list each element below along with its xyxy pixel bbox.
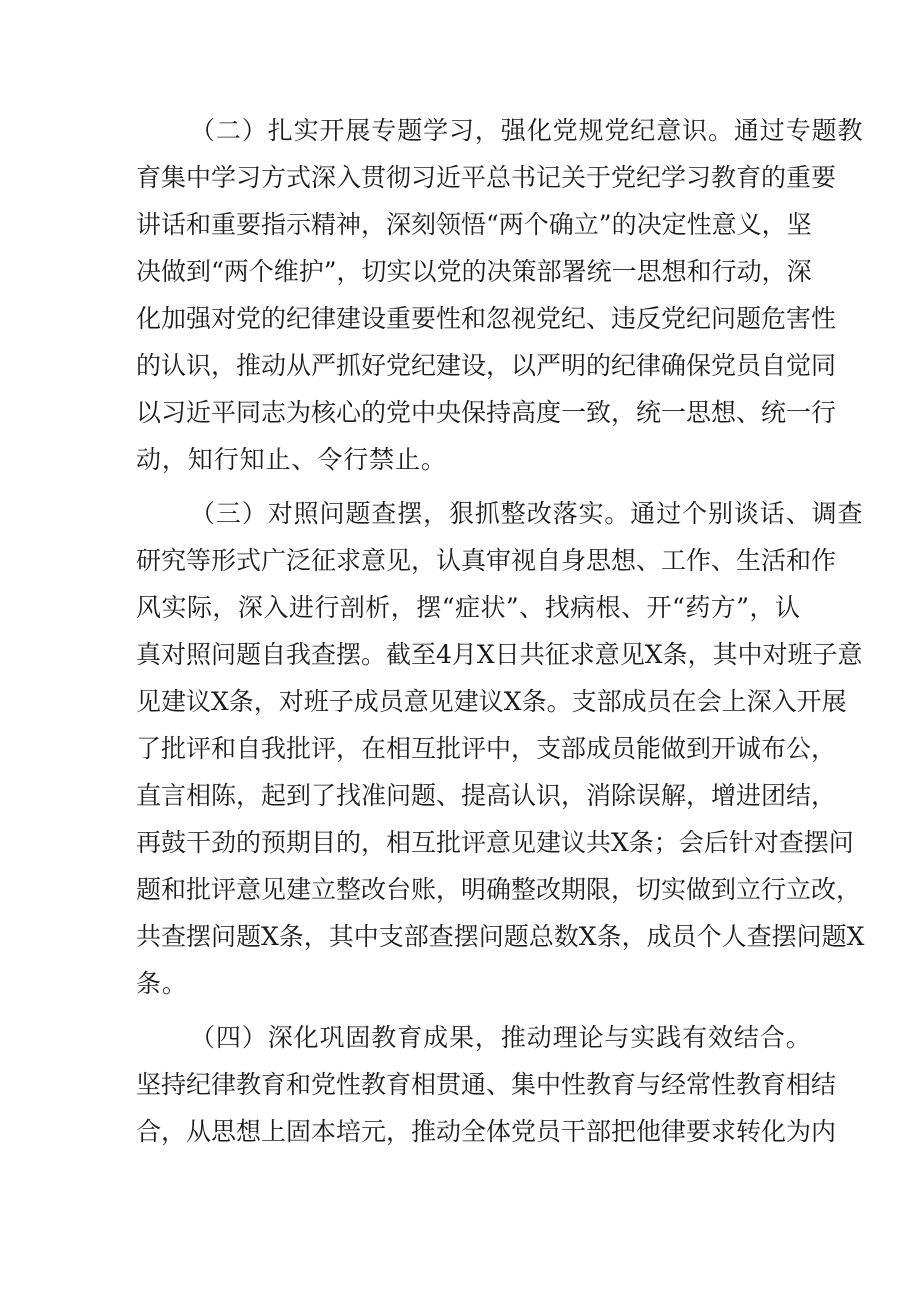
- paragraph-line: 再鼓干劲的预期目的，相互批评意见建议共X条；会后针对查摆问: [136, 828, 854, 857]
- paragraph-line: 见建议X条，对班子成员意见建议X条。支部成员在会上深入开展: [136, 687, 847, 716]
- paragraph-line: 化加强对党的纪律建设重要性和忽视党纪、违反党纪问题危害性: [136, 304, 837, 333]
- paragraph-line: 题和批评意见建立整改台账，明确整改期限，切实做到立行立改，: [136, 875, 862, 904]
- paragraph-line: 共查摆问题X条，其中支部查摆问题总数X条，成员个人查摆问题X: [136, 922, 865, 951]
- section-2-heading-line: （二）扎实开展专题学习，强化党规党纪意识。通过专题教: [190, 116, 864, 145]
- paragraph-line: 以习近平同志为核心的党中央保持高度一致，统一思想、统一行: [136, 398, 837, 427]
- paragraph-line: 坚持纪律教育和党性教育相贯通、集中性教育与经常性教育相结: [136, 1070, 837, 1099]
- paragraph-line: 直言相陈，起到了找准问题、提高认识，消除误解，增进团结，: [136, 781, 837, 810]
- paragraph-line: 真对照问题自我查摆。截至4月X日共征求意见X条，其中对班子意: [136, 640, 863, 669]
- paragraph-line: 讲话和重要指示精神，深刻领悟“两个确立”的决定性意义，坚: [136, 210, 812, 239]
- paragraph-line: 育集中学习方式深入贯彻习近平总书记关于党纪学习教育的重要: [136, 163, 837, 192]
- section-3-heading-line: （三）对照问题查摆，狠抓整改落实。通过个别谈话、调查: [190, 499, 864, 528]
- paragraph-line: 研究等形式广泛征求意见，认真审视自身思想、工作、生活和作: [136, 546, 837, 575]
- paragraph-line: 的认识，推动从严抓好党纪建设，以严明的纪律确保党员自觉同: [136, 351, 837, 380]
- paragraph-line: 合，从思想上固本培元，推动全体党员干部把他律要求转化为内: [136, 1117, 837, 1146]
- section-4-heading-line: （四）深化巩固教育成果，推动理论与实践有效结合。: [190, 1023, 812, 1052]
- paragraph-line: 风实际，深入进行剖析，摆“症状”、找病根、开“药方”，认: [136, 593, 800, 622]
- paragraph-line: 动，知行知止、令行禁止。: [136, 445, 447, 474]
- paragraph-line: 决做到“两个维护”，切实以党的决策部署统一思想和行动，深: [136, 257, 812, 286]
- paragraph-line: 条。: [136, 969, 188, 998]
- paragraph-line: 了批评和自我批评，在相互批评中，支部成员能做到开诚布公，: [136, 734, 837, 763]
